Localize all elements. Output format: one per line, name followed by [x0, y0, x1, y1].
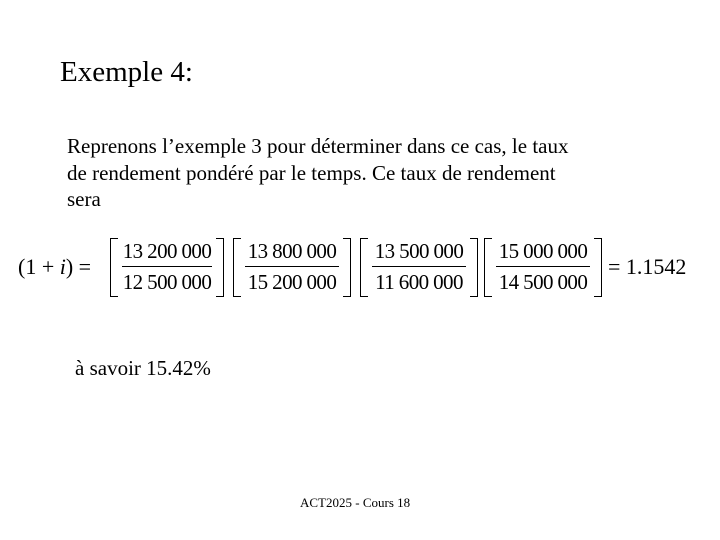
right-bracket — [343, 238, 351, 297]
formula — [18, 236, 708, 298]
fraction-numerator: 15 000 000 — [498, 239, 588, 263]
fraction-denominator: 14 500 000 — [498, 270, 588, 294]
fraction-numerator: 13 200 000 — [122, 239, 212, 263]
fraction-bar — [122, 266, 212, 267]
left-bracket — [360, 238, 368, 297]
bracket-fraction-3 — [360, 236, 478, 298]
conclusion-text: à savoir 15.42% — [75, 356, 211, 380]
left-bracket — [233, 238, 241, 297]
right-bracket — [470, 238, 478, 297]
fraction-numerator: 13 500 000 — [374, 239, 464, 263]
left-bracket — [484, 238, 492, 297]
paragraph-line: Reprenons l’exemple 3 pour déterminer dans ce cas, le taux — [67, 134, 569, 158]
fraction-numerator: 13 800 000 — [247, 239, 337, 263]
fraction-bar — [496, 266, 590, 267]
fraction-denominator: 11 600 000 — [375, 270, 463, 294]
formula-result: = 1.1542 — [608, 254, 687, 279]
slide-paragraph — [67, 133, 667, 213]
bracket-fraction-4 — [484, 236, 602, 298]
fraction-bar — [372, 266, 466, 267]
right-bracket — [216, 238, 224, 297]
slide-footer: ACT2025 - Cours 18 — [300, 495, 411, 510]
paragraph-line: de rendement pondéré par le temps. Ce taux de rendement — [67, 160, 556, 185]
fraction-bar — [245, 266, 339, 267]
formula-lhs-open: (1 + — [18, 254, 60, 279]
bracket-fraction-1 — [110, 236, 224, 298]
paragraph-line: sera — [67, 187, 101, 211]
formula-lhs — [18, 253, 91, 281]
fraction-denominator: 12 500 000 — [122, 270, 212, 294]
fraction-denominator: 15 200 000 — [247, 270, 337, 294]
formula-variable-i: i — [59, 254, 66, 279]
bracket-fraction-2 — [233, 236, 351, 298]
formula-lhs-close: ) = — [65, 254, 92, 279]
right-bracket — [594, 238, 602, 297]
left-bracket — [110, 238, 118, 297]
slide-title: Exemple 4: — [60, 56, 193, 88]
